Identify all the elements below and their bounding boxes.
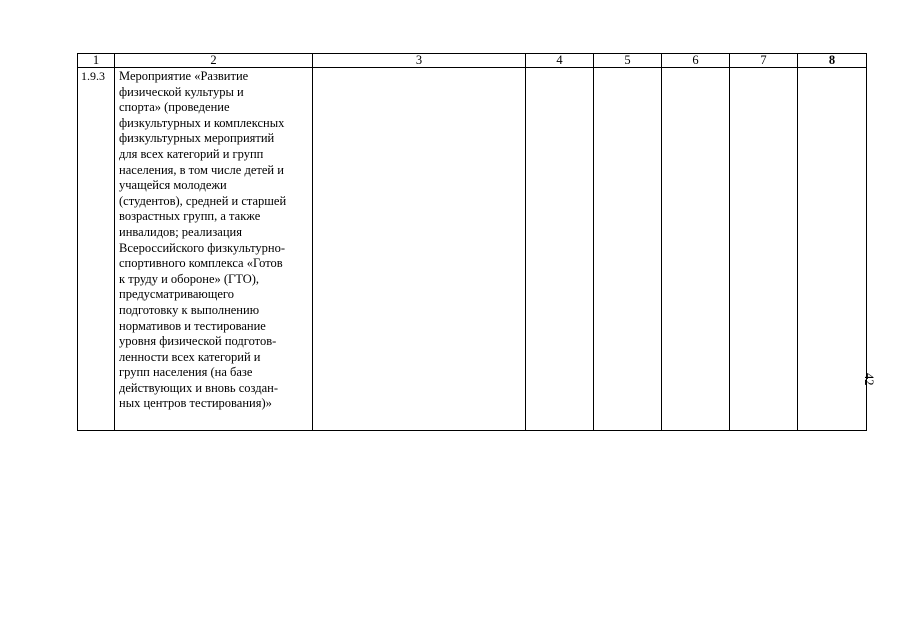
row-description — [115, 68, 313, 431]
row-cell-6 — [662, 68, 730, 431]
description-line: Всероссийского физкультурно- — [119, 240, 285, 255]
description-line: к труду и обороне» (ГТО), — [119, 271, 260, 286]
description-line: физкультурных и комплексных — [119, 115, 285, 130]
description-line: учащейся молодежи — [119, 178, 227, 193]
column-header-3: 3 — [313, 54, 526, 68]
row-cell-5 — [594, 68, 662, 431]
column-header-8: 8 — [798, 54, 867, 68]
description-line: подготовку к выполнению — [119, 302, 260, 317]
row-cell-3 — [313, 68, 526, 431]
description-line: ных центров тестирования)» — [119, 396, 272, 411]
row-number: 1.9.3 — [78, 68, 115, 431]
row-cell-4 — [526, 68, 594, 431]
column-header-5: 5 — [594, 54, 662, 68]
row-cell-8 — [798, 68, 867, 431]
description-line: инвалидов; реализация — [119, 224, 242, 239]
description-line: Мероприятие «Развитие — [119, 69, 249, 83]
column-header-row — [78, 54, 867, 68]
description-line: спортивного комплекса «Готов — [119, 256, 283, 271]
description-line: физкультурных мероприятий — [119, 131, 275, 146]
program-table — [77, 53, 867, 431]
description-line: уровня физической подготов- — [119, 334, 277, 349]
column-header-1: 1 — [78, 54, 115, 68]
column-header-4: 4 — [526, 54, 594, 68]
description-line: ленности всех категорий и — [119, 349, 261, 364]
description-line: предусматривающего — [119, 287, 234, 302]
description-line: групп населения (на базе — [119, 365, 253, 380]
column-header-6: 6 — [662, 54, 730, 68]
description-line: (студентов), средней и старшей — [119, 193, 287, 208]
description-line: нормативов и тестирование — [119, 318, 266, 333]
column-header-2: 2 — [115, 54, 313, 68]
table-row — [78, 68, 867, 431]
description-line: физической культуры и — [119, 84, 244, 99]
row-cell-7 — [730, 68, 798, 431]
description-line: спорта» (проведение — [119, 100, 230, 115]
description-line: населения, в том числе детей и — [119, 162, 284, 177]
description-lines — [119, 69, 310, 412]
description-line: для всех категорий и групп — [119, 146, 264, 161]
description-line: действующих и вновь создан- — [119, 380, 279, 395]
column-header-7: 7 — [730, 54, 798, 68]
page-number: 42 — [862, 373, 876, 386]
description-line: возрастных групп, а также — [119, 209, 261, 224]
